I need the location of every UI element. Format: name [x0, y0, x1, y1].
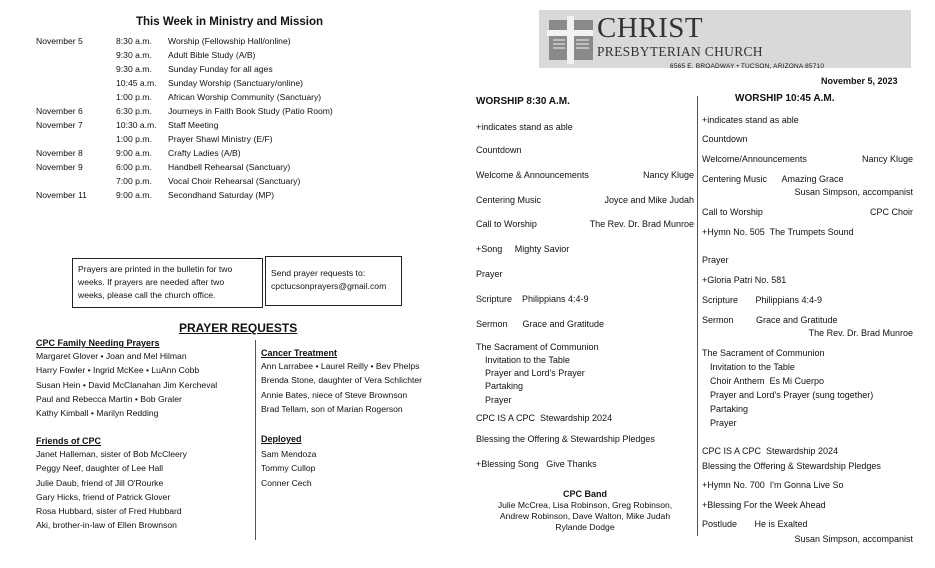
order-item: Scripture Philippians 4:4-9 — [476, 294, 589, 304]
family-heading: CPC Family Needing Prayers — [36, 338, 160, 348]
order-item: Call to Worship The Rev. Dr. Brad Munroe — [476, 219, 694, 229]
order-item: Centering Music Amazing Grace — [702, 174, 844, 184]
deployed-line: Sam Mendoza — [261, 449, 317, 459]
order-item: +Song Mighty Savior — [476, 244, 570, 254]
order-item: Call to Worship CPC Choir — [702, 207, 913, 217]
order-item: +Gloria Patri No. 581 — [702, 275, 787, 285]
prayer-email: cpctucsonprayers@gmail.com — [271, 281, 387, 291]
order-item: CPC IS A CPC Stewardship 2024 — [702, 446, 839, 456]
cancer-line: Annie Bates, niece of Steve Brownson — [261, 389, 408, 400]
worship-divider — [697, 96, 698, 536]
church-logo — [539, 10, 911, 68]
band-title: CPC Band — [562, 489, 607, 499]
cancer-section — [261, 348, 422, 416]
band-line: Andrew Robinson, Dave Walton, Mike Judah — [499, 511, 671, 521]
family-line: Harry Fowler • Ingrid McKee • LuAnn Cobb — [36, 365, 200, 376]
deployed-line: Conner Cech — [261, 477, 312, 488]
friends-line: Peggy Neef, daughter of Lee Hall — [36, 463, 164, 474]
band-line: Rylande Dodge — [555, 522, 615, 532]
order-item: Countdown — [702, 134, 748, 144]
deployed-heading: Deployed — [261, 434, 302, 444]
prayer-note-box — [72, 258, 263, 308]
church-subname: PRESBYTERIAN CHURCH — [597, 44, 763, 59]
family-line: Paul and Rebecca Martin • Bob Graler — [36, 393, 182, 404]
friends-line: Aki, brother-in-law of Ellen Brownson — [36, 520, 177, 531]
friends-line: Rosa Hubbard, sister of Fred Hubbard — [36, 506, 182, 517]
order-item: Sermon Grace and Gratitude — [476, 319, 605, 329]
communion-step: Invitation to the Table — [710, 362, 795, 372]
friends-line: Janet Halleman, sister of Bob McCleery — [36, 449, 187, 459]
prayer-send-line: Send prayer requests to: — [271, 268, 366, 278]
order-item: +Hymn No. 505 The Trumpets Sound — [702, 227, 854, 237]
friends-section — [36, 436, 187, 533]
friends-line: Julie Daub, friend of Jill O'Rourke — [36, 477, 164, 488]
communion-step: Invitation to the Table — [485, 355, 570, 365]
cancer-line: Brenda Stone, daughter of Vera Schlichter — [261, 375, 422, 386]
order-item: +Blessing Song Give Thanks — [476, 459, 597, 469]
communion-heading: The Sacrament of Communion — [476, 342, 599, 352]
family-prayers-section — [36, 338, 217, 420]
order-item: Welcome/Announcements Nancy Kluge — [702, 154, 913, 164]
deployed-section — [261, 434, 316, 490]
order-item: Countdown — [476, 145, 522, 155]
order-item: +indicates stand as able — [476, 122, 573, 132]
family-line: Margaret Glover • Joan and Mel Hilman — [36, 351, 187, 361]
order-item: Blessing the Offering & Stewardship Pledges — [476, 434, 655, 444]
cpc-band-section — [476, 489, 694, 533]
prayer-requests-title: PRAYER REQUESTS — [179, 321, 298, 335]
prayer-note-line: weeks, please call the church office. — [78, 290, 216, 300]
church-address: 6565 E. BROADWAY • TUCSON, ARIZONA 85710 — [670, 63, 825, 70]
order-item: +Hymn No. 700 I'm Gonna Live So — [702, 480, 844, 490]
order-item: +Blessing For the Week Ahead — [702, 500, 826, 510]
order-item: Sermon Grace and Gratitude — [702, 315, 838, 325]
church-name: CHRIST — [597, 12, 704, 44]
ministry-title: This Week in Ministry and Mission — [136, 16, 324, 28]
cancer-line: Ann Larrabee • Laurel Reilly • Bev Phelps — [261, 361, 420, 371]
communion-heading: The Sacrament of Communion — [702, 348, 825, 358]
worship-830-title: WORSHIP 8:30 A.M. — [476, 96, 570, 107]
friends-heading: Friends of CPC — [36, 436, 102, 446]
family-line: Kathy Kimball • Marilyn Redding — [36, 408, 159, 419]
deployed-line: Tommy Cullop — [261, 463, 316, 474]
communion-step: Partaking — [485, 381, 524, 391]
prayer-send-box — [265, 256, 402, 306]
communion-step: Prayer and Lord's Prayer (sung together) — [710, 390, 874, 400]
order-item: Scripture Philippians 4:4-9 — [702, 295, 823, 305]
communion-step: Prayer and Lord's Prayer — [485, 368, 585, 378]
bulletin-date: November 5, 2023 — [821, 76, 898, 86]
prayer-note-line: weeks. If prayers are needed after two — [78, 277, 225, 287]
cancer-heading: Cancer Treatment — [261, 348, 338, 358]
prayer-note-line: Prayers are printed in the bulletin for two — [78, 264, 233, 274]
communion-step: Prayer — [485, 395, 512, 405]
communion-step: Partaking — [710, 404, 749, 414]
friends-line: Gary Hicks, friend of Patrick Glover — [36, 491, 171, 502]
order-item: Centering Music Joyce and Mike Judah — [476, 195, 694, 205]
order-item: CPC IS A CPC Stewardship 2024 — [476, 413, 613, 423]
order-item: Prayer — [702, 255, 729, 265]
order-item: +indicates stand as able — [702, 115, 799, 125]
order-item: Postlude He is Exalted — [702, 519, 808, 529]
order-item: Welcome & Announcements Nancy Kluge — [476, 170, 694, 180]
order-item: Blessing the Offering & Stewardship Pledges — [702, 461, 881, 471]
family-line: Susan Hein • David McClanahan Jim Kercheval — [36, 379, 218, 390]
column-divider — [255, 340, 256, 540]
worship-1045-title: WORSHIP 10:45 A.M. — [735, 93, 835, 104]
cross-icon — [543, 14, 595, 64]
cancer-line: Brad Tellam, son of Marian Rogerson — [261, 403, 403, 414]
order-item: Prayer — [476, 269, 503, 279]
band-line: Julie McCrea, Lisa Robinson, Greg Robinson, — [497, 500, 673, 510]
communion-step: Prayer — [710, 418, 737, 428]
communion-step: Choir Anthem Es Mi Cuerpo — [710, 376, 825, 386]
